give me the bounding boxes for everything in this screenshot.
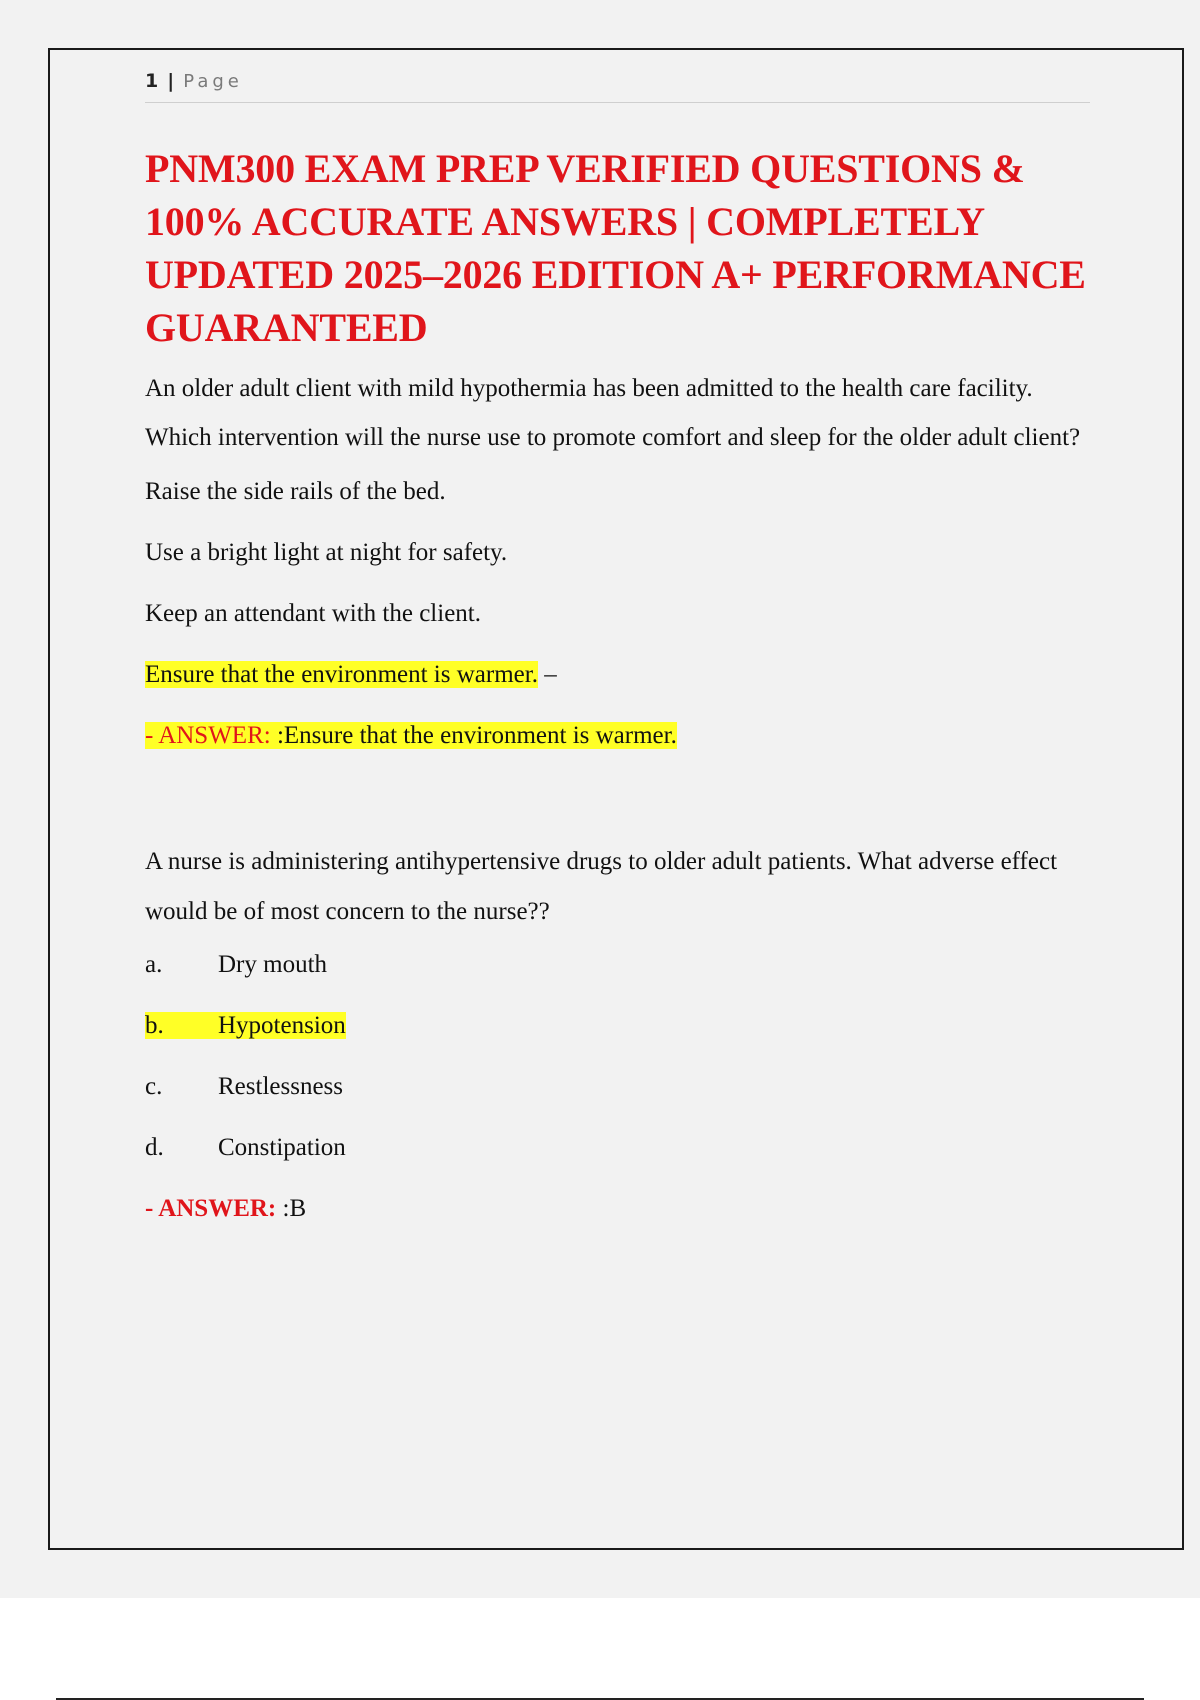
option-dash: – [537,661,557,688]
question-1-option-4 [145,657,1095,693]
answer-text: :B [276,1195,307,1222]
question-1-answer [145,718,1095,754]
question-1-text: An older adult client with mild hypothermia has been admitted to the health care facility. Which intervention will the nurse use to promote comfort and sleep for the older adult client? [145,375,1081,451]
choice-text: Hypotension [218,1012,346,1039]
question-2-choice-c [145,1069,1095,1105]
question-2-choice-b [145,1008,1095,1044]
document-body [145,142,1095,1227]
answer-text: :Ensure that the environment is warmer. [270,722,677,749]
question-2-answer [145,1191,1095,1227]
choice-letter: b. [145,1012,164,1039]
question-2-choice-d [145,1130,1095,1166]
choice-text: Restlessness [218,1073,343,1100]
question-1-option-3: Keep an attendant with the client. [145,600,481,627]
page-number: 1 [145,70,159,92]
question-1-correct-option: Ensure that the environment is warmer. [145,661,538,688]
answer-label: - ANSWER: [145,1195,277,1222]
question-1-option-1: Raise the side rails of the bed. [145,478,446,505]
answer-label: - ANSWER: [145,722,271,749]
page-header [145,70,1090,103]
page-label: Page [183,71,243,92]
document-title: PNM300 EXAM PREP VERIFIED QUESTIONS & 100% ACCURATE ANSWERS | COMPLETELY UPDATED 2025–2026 EDITION A+ PERFORMANCE GUARANTEED [145,146,1086,350]
choice-text: Dry mouth [218,951,328,978]
choice-letter: a. [145,951,163,978]
choice-letter: d. [145,1134,164,1161]
choice-letter: c. [145,1073,163,1100]
choice-text: Constipation [218,1134,346,1161]
header-separator: | [167,70,175,92]
question-2-text: A nurse is administering antihypertensive drugs to older adult patients. What adverse effect would be of most concern to the nurse?? [145,848,1058,925]
question-1-option-2: Use a bright light at night for safety. [145,539,508,566]
question-2-choice-a [145,947,1095,983]
